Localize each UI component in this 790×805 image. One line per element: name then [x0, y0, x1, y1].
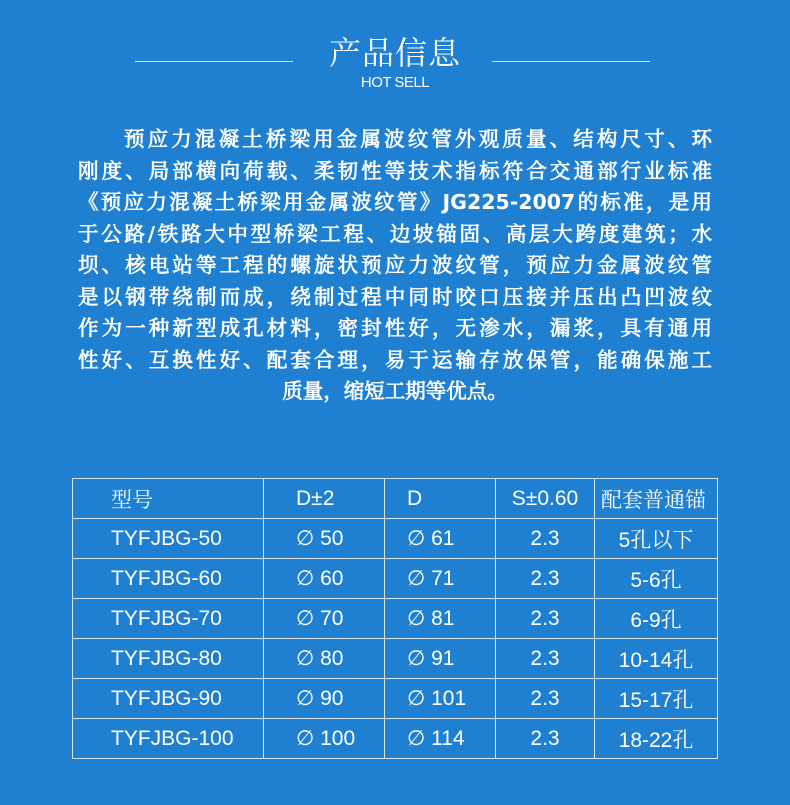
section-title: 产品信息: [328, 34, 461, 72]
table-cell: TYFJBG-90: [73, 679, 264, 719]
table-cell: ∅ 81: [385, 599, 496, 639]
table-cell: 2.3: [496, 639, 595, 679]
table-cell: D±2: [264, 479, 385, 519]
table-cell: ∅ 61: [385, 519, 496, 559]
table-cell: ∅ 70: [264, 599, 385, 639]
table-cell: 配套普通锚: [595, 479, 718, 519]
table-row: [73, 599, 718, 639]
table-cell: 18-22孔: [595, 719, 718, 759]
description-line: 性好、互换性好、配套合理，易于运输存放保管，能确保施工: [78, 347, 712, 372]
table-cell: ∅ 100: [264, 719, 385, 759]
table-cell: ∅ 114: [385, 719, 496, 759]
table-cell: ∅ 71: [385, 559, 496, 599]
table-cell: 2.3: [496, 679, 595, 719]
table-cell: TYFJBG-50: [73, 519, 264, 559]
spec-table: [72, 478, 718, 759]
description-line: 是以钢带绕制而成，绕制过程中同时咬口压接并压出凸凹波纹: [78, 284, 712, 309]
description-line: 质量，缩短工期等优点。: [282, 379, 508, 403]
table-cell: 5孔以下: [595, 519, 718, 559]
table-cell: 型号: [73, 479, 264, 519]
table-row: [73, 559, 718, 599]
table-cell: 2.3: [496, 599, 595, 639]
description-line: 刚度、局部横向荷载、柔韧性等技术指标符合交通部行业标准: [78, 158, 712, 183]
product-description: [78, 124, 712, 408]
table-cell: ∅ 101: [385, 679, 496, 719]
table-cell: TYFJBG-100: [73, 719, 264, 759]
table-cell: ∅ 80: [264, 639, 385, 679]
description-line: 《预应力混凝土桥梁用金属波纹管》JG225-2007的标准，是用: [78, 190, 712, 214]
table-row: [73, 639, 718, 679]
table-header-row: [73, 479, 718, 519]
table-row: [73, 679, 718, 719]
description-line: 预应力混凝土桥梁用金属波纹管外观质量、结构尺寸、环: [124, 127, 712, 151]
table-cell: TYFJBG-80: [73, 639, 264, 679]
table-cell: TYFJBG-60: [73, 559, 264, 599]
table-cell: 2.3: [496, 559, 595, 599]
description-line: 作为一种新型成孔材料，密封性好，无渗水，漏浆，具有通用: [78, 316, 712, 340]
table-cell: S±0.60: [496, 479, 595, 519]
table-cell: 2.3: [496, 719, 595, 759]
table-cell: ∅ 91: [385, 639, 496, 679]
table-cell: ∅ 50: [264, 519, 385, 559]
description-line: 于公路/铁路大中型桥梁工程、边坡锚固、高层大跨度建筑；水: [78, 221, 712, 246]
table-row: [73, 719, 718, 759]
table-cell: D: [385, 479, 496, 519]
description-line: 坝、核电站等工程的螺旋状预应力波纹管，预应力金属波纹管: [78, 253, 712, 277]
table-cell: ∅ 60: [264, 559, 385, 599]
table-cell: 15-17孔: [595, 679, 718, 719]
table-cell: 6-9孔: [595, 599, 718, 639]
table-cell: 10-14孔: [595, 639, 718, 679]
table-row: [73, 519, 718, 559]
table-cell: 2.3: [496, 519, 595, 559]
table-cell: 5-6孔: [595, 559, 718, 599]
table-cell: ∅ 90: [264, 679, 385, 719]
table-cell: TYFJBG-70: [73, 599, 264, 639]
section-subtitle: HOT SELL: [360, 74, 430, 91]
